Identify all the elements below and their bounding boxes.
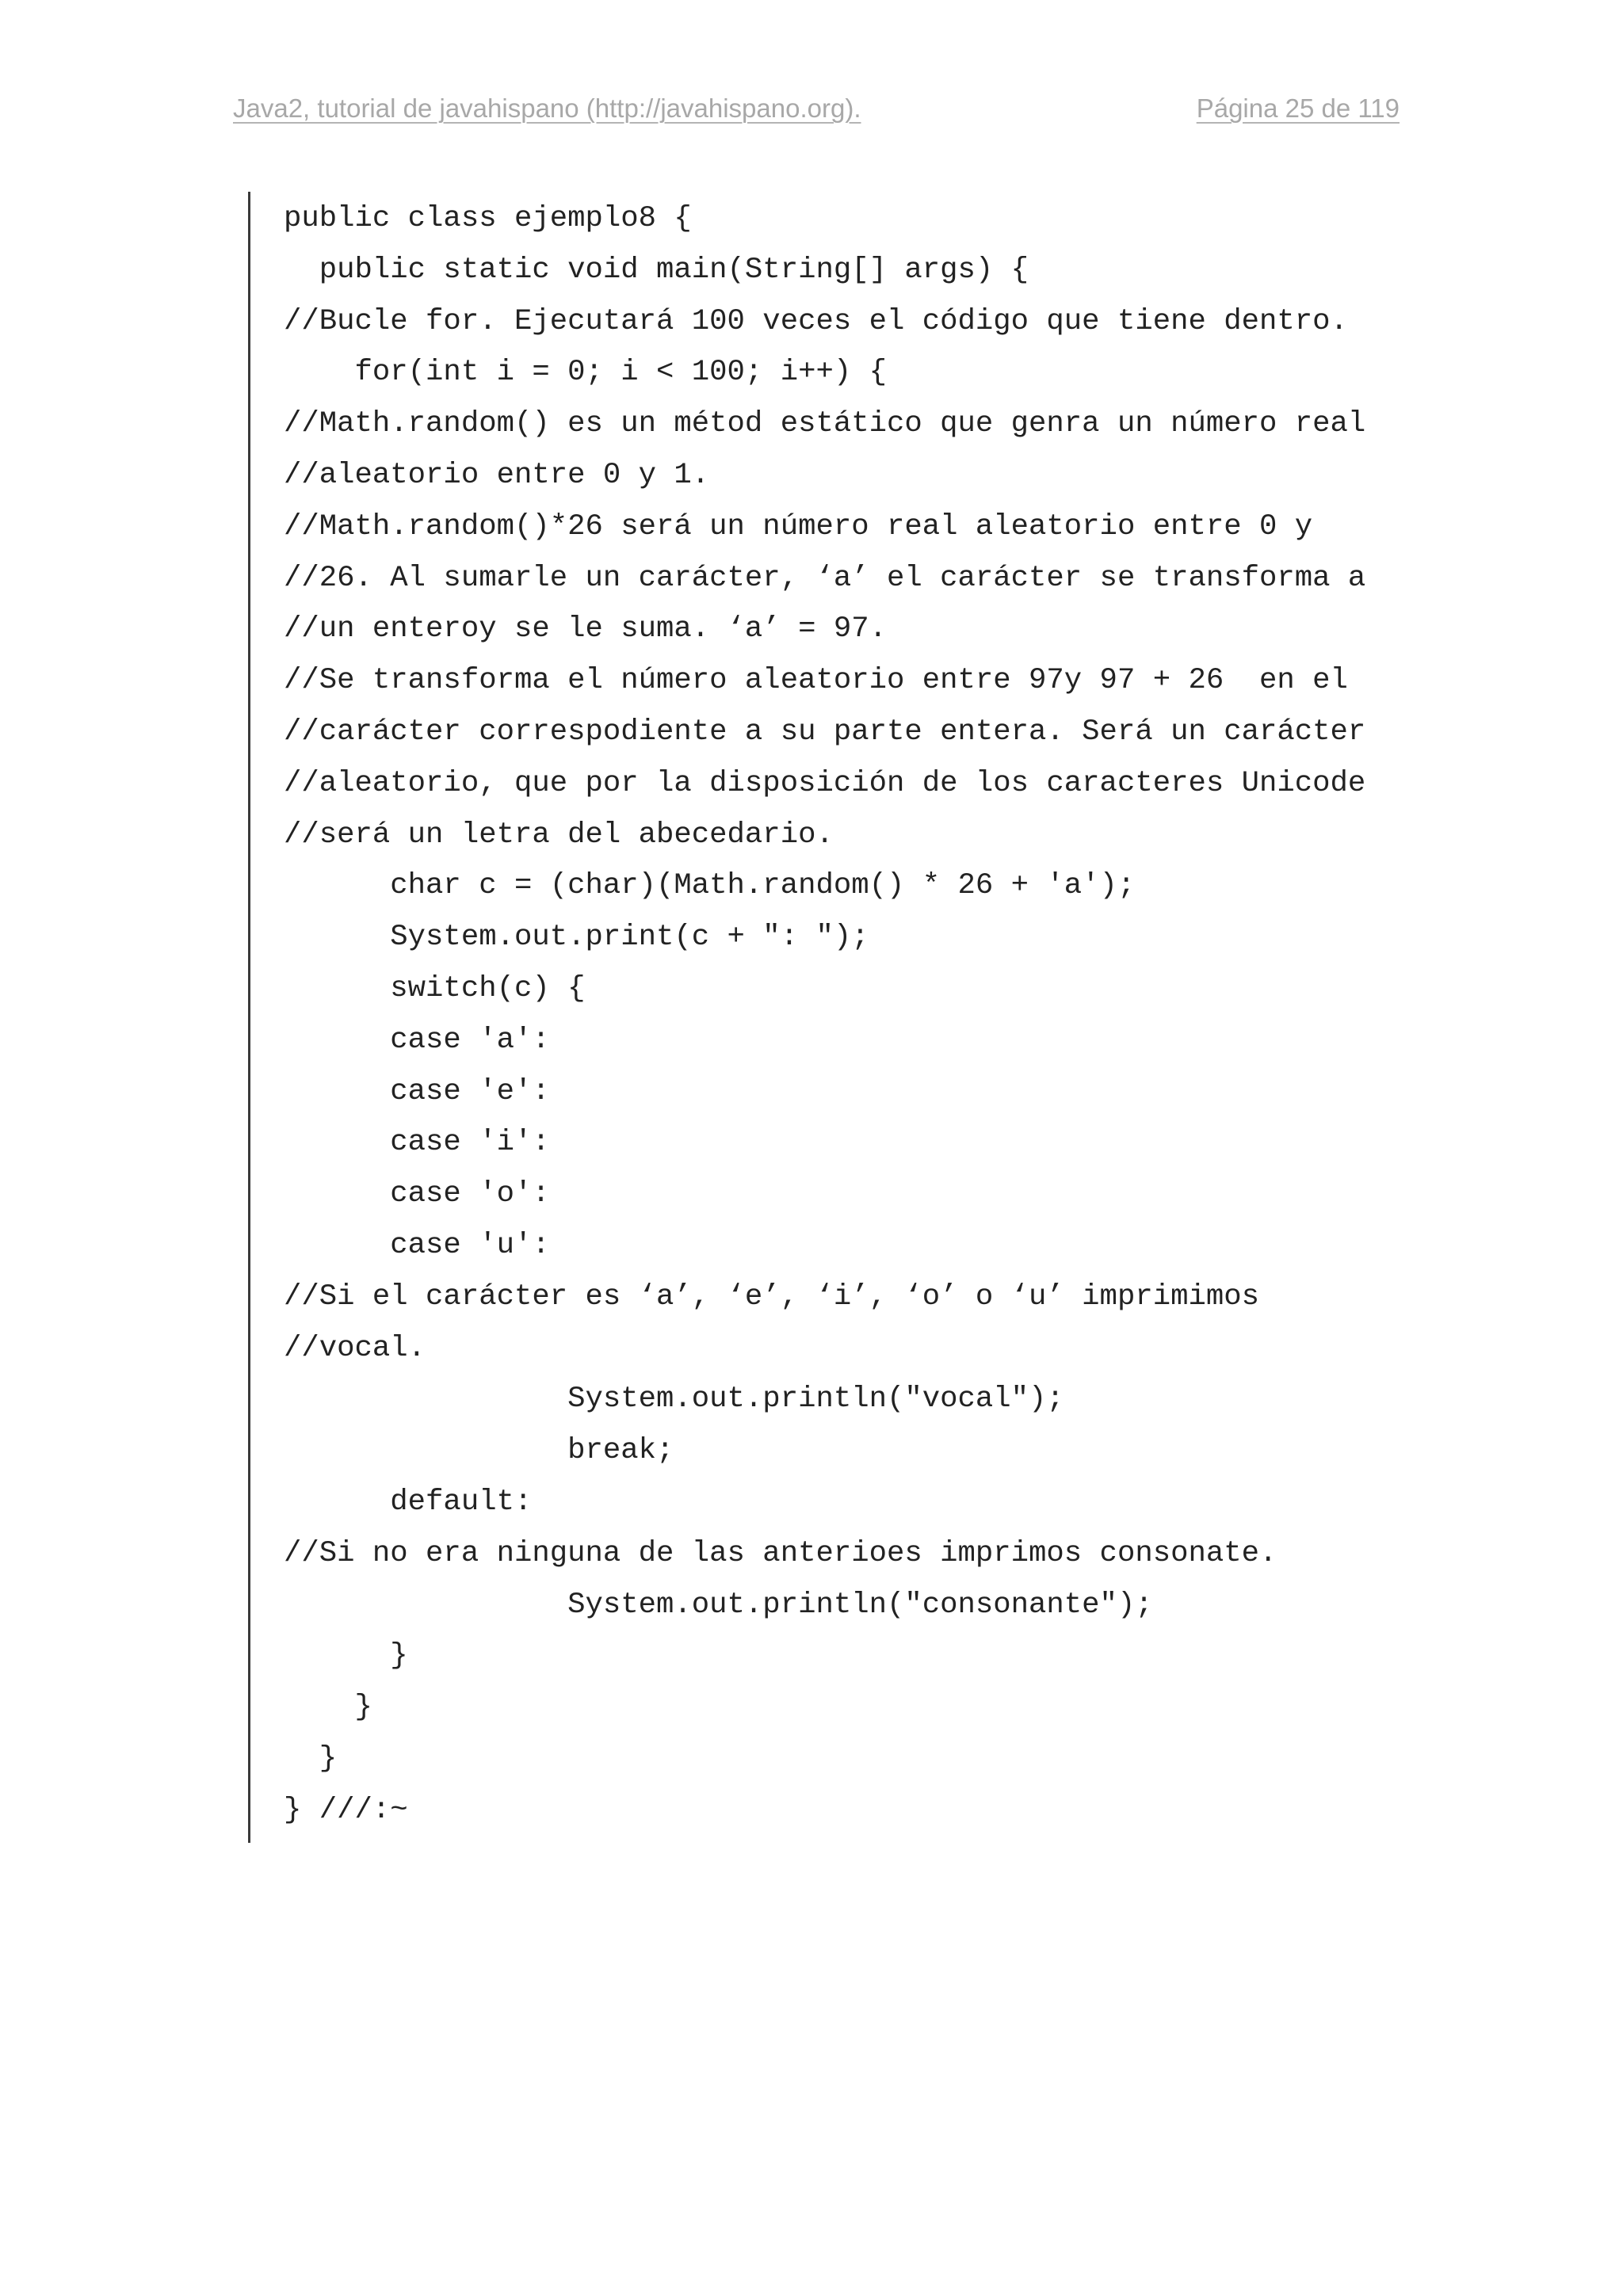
code-line: case 'i': <box>284 1126 550 1160</box>
code-comment-line: //Bucle for. Ejecutará 100 veces el código que tiene dentro. <box>284 304 1348 338</box>
code-line: case 'e': <box>284 1074 550 1108</box>
code-line: System.out.print(c + ": "); <box>284 921 869 955</box>
code-comment-line: //Math.random()*26 será un número real aleatorio entre 0 y <box>284 509 1313 543</box>
code-line: for(int i = 0; i < 100; i++) { <box>284 356 887 390</box>
code-comment-line: //será un letra del abecedario. <box>284 818 834 852</box>
page-number: Página 25 de 119 <box>1196 93 1400 123</box>
code-comment-line: //Se transforma el número aleatorio entre 97y 97 + 26 en el <box>284 664 1348 698</box>
code-comment-line: //Math.random() es un métod estático que genra un número real <box>284 407 1366 441</box>
code-comment-line: //aleatorio, que por la disposición de los caracteres Unicode <box>284 766 1366 800</box>
page-header <box>233 93 1400 135</box>
code-line: break; <box>284 1434 674 1468</box>
header-title-link[interactable]: Java2, tutorial de javahispano (http://javahispano.org). <box>233 93 861 123</box>
code-comment-line: //26. Al sumarle un carácter, ‘a’ el carácter se transforma a <box>284 561 1366 595</box>
code-comment-line: //carácter correspodiente a su parte entera. Será un carácter <box>284 715 1366 749</box>
code-line: public class ejemplo8 { <box>284 202 692 235</box>
code-line: System.out.println("vocal"); <box>284 1383 1064 1417</box>
code-line: default: <box>284 1485 533 1519</box>
code-comment-line: //un enteroy se le suma. ‘a’ = 97. <box>284 612 887 646</box>
code-line: char c = (char)(Math.random() * 26 + 'a'); <box>284 869 1136 903</box>
code-comment-line: //aleatorio entre 0 y 1. <box>284 458 710 492</box>
code-line: switch(c) { <box>284 971 586 1005</box>
code-line: case 'a': <box>284 1023 550 1057</box>
code-line: System.out.println("consonante"); <box>284 1588 1153 1622</box>
code-line: public static void main(String[] args) { <box>284 253 1029 287</box>
code-comment-line: //vocal. <box>284 1331 426 1365</box>
code-lines <box>284 193 1449 1836</box>
code-line: } ///:~ <box>284 1793 408 1827</box>
code-line: } <box>284 1741 338 1775</box>
code-line: case 'u': <box>284 1228 550 1262</box>
code-line: case 'o': <box>284 1177 550 1211</box>
code-listing <box>248 192 1455 1843</box>
code-comment-line: //Si no era ninguna de las anterioes imprimos consonate. <box>284 1536 1277 1570</box>
code-line: } <box>284 1691 372 1725</box>
code-comment-line: //Si el carácter es ‘a’, ‘e’, ‘i’, ‘o’ o ‘u’ imprimimos <box>284 1280 1259 1314</box>
code-line: } <box>284 1639 408 1673</box>
